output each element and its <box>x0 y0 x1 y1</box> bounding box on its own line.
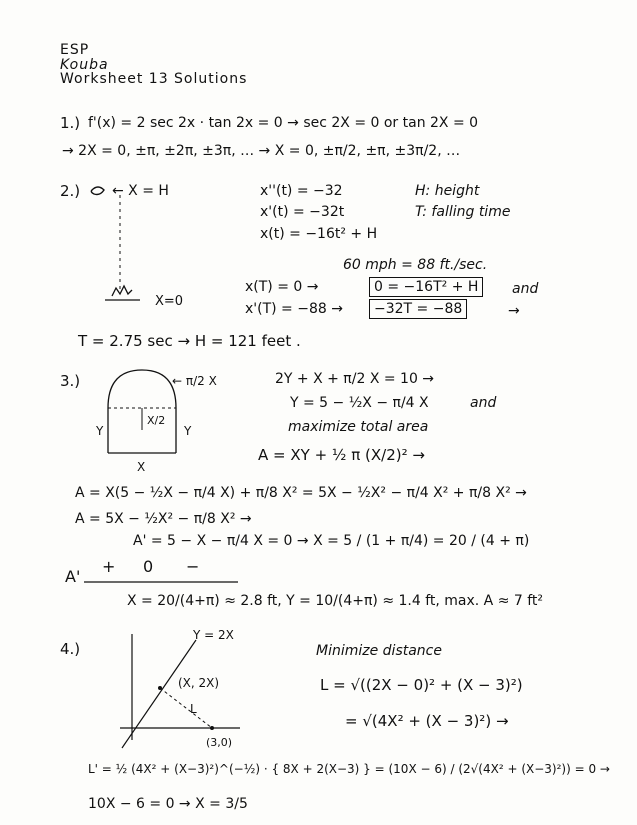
fixed-point-label: (3,0) <box>206 736 233 749</box>
problem-1-line-1: f'(x) = 2 sec 2x · tan 2x = 0 → sec 2X = 0 or tan 2X = 0 <box>88 115 479 131</box>
ground-label: X=0 <box>155 294 184 309</box>
sign-chart-label: A' <box>65 567 81 586</box>
acceleration-eq: x''(t) = −32 <box>260 183 343 199</box>
boxed-equation-2: −32T = −88 <box>369 299 467 319</box>
velocity-eq: x'(t) = −32t <box>260 204 345 220</box>
radius-label: X/2 <box>147 414 166 427</box>
condition-velocity: x'(T) = −88 → <box>245 301 343 317</box>
point-label: (X, 2X) <box>178 676 220 690</box>
key-falling-time: T: falling time <box>415 204 511 220</box>
header-instructor: Kouba <box>60 57 109 73</box>
distance-simplified: = √(4X² + (X − 3)²) → <box>345 712 509 730</box>
sign-zero: 0 <box>143 557 154 576</box>
area-formula: A = XY + ½ π (X/2)² → <box>258 446 425 464</box>
arc-label: ← π/2 X <box>172 374 217 388</box>
height-label: ← X = H <box>112 183 169 199</box>
boxed-equation-1: 0 = −16T² + H <box>369 277 483 297</box>
perimeter-constraint: 2Y + X + π/2 X = 10 → <box>275 371 435 387</box>
and-word: and <box>512 281 539 297</box>
base-label: X <box>137 460 146 474</box>
minimize-note: Minimize distance <box>316 643 442 659</box>
problem-1-number: 1.) <box>60 114 81 132</box>
line-label: Y = 2X <box>193 628 234 642</box>
condition-position: x(T) = 0 → <box>245 279 319 295</box>
header-course: ESP <box>60 42 90 58</box>
speed-conversion: 60 mph = 88 ft./sec. <box>343 257 488 273</box>
continue-arrow: → <box>508 303 520 319</box>
problem-3-result: X = 20/(4+π) ≈ 2.8 ft, Y = 10/(4+π) ≈ 1.4 ft, max. A ≈ 7 ft² <box>127 593 544 609</box>
area-expanded: A = X(5 − ½X − π/4 X) + π/8 X² = 5X − ½X² − π/4 X² + π/8 X² → <box>75 485 527 501</box>
side-label-left: Y <box>96 424 104 438</box>
problem-1-line-2: → 2X = 0, ±π, ±2π, ±3π, … → X = 0, ±π/2, ±π, ±3π/2, … <box>62 143 461 159</box>
problem-2-result: T = 2.75 sec → H = 121 feet . <box>78 332 301 350</box>
header-title: Worksheet 13 Solutions <box>60 71 248 87</box>
y-solved: Y = 5 − ½X − π/4 X <box>290 395 429 411</box>
sign-plus: + <box>102 557 116 576</box>
position-eq: x(t) = −16t² + H <box>260 226 378 242</box>
sign-minus: − <box>186 557 200 576</box>
distance-formula: L = √((2X − 0)² + (X − 3)²) <box>320 676 523 694</box>
problem-2-number: 2.) <box>60 182 81 200</box>
side-label-right: Y <box>184 424 192 438</box>
key-height: H: height <box>415 183 480 199</box>
distance-label: L <box>190 702 197 716</box>
area-simplified: A = 5X − ½X² − π/8 X² → <box>75 511 252 527</box>
and-word-2: and <box>470 395 497 411</box>
problem-4-result: 10X − 6 = 0 → X = 3/5 <box>88 796 248 812</box>
distance-derivative: L' = ½ (4X² + (X−3)²)^(−½) · { 8X + 2(X−3) } = (10X − 6) / (2√(4X² + (X−3)²)) = 0 → <box>88 762 610 776</box>
maximize-note: maximize total area <box>288 419 429 435</box>
area-derivative: A' = 5 − X − π/4 X = 0 → X = 5 / (1 + π/4) = 20 / (4 + π) <box>133 533 530 549</box>
problem-3-number: 3.) <box>60 372 81 390</box>
problem-4-number: 4.) <box>60 640 81 658</box>
